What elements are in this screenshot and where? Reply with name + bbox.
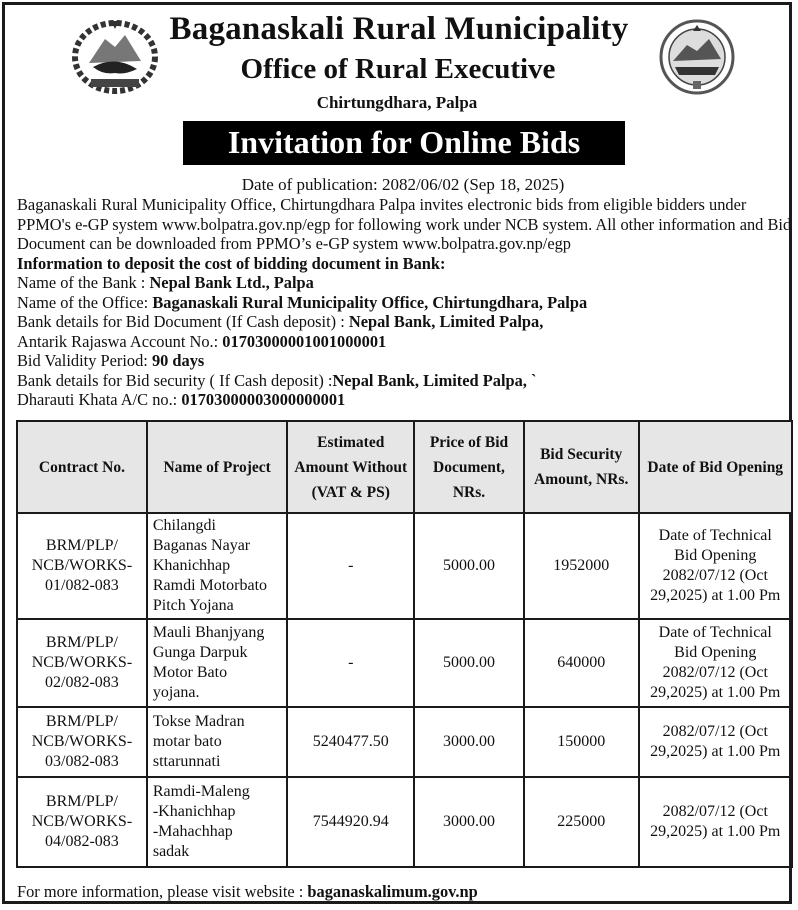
footer-label: For more information, please visit website :	[17, 882, 308, 901]
bid-doc-price-cell: 5000.00	[414, 513, 524, 619]
bid-security-cell: 225000	[524, 777, 639, 867]
opening-date-cell-line: Date of Technical	[658, 624, 772, 641]
project-name-cell-line: Pitch Yojana	[152, 597, 234, 614]
bid-doc-price-cell: 3000.00	[414, 707, 524, 777]
contract-no-cell	[17, 513, 147, 619]
opening-date-cell-line: 29,2025) at 1.00 Pm	[650, 823, 781, 840]
estimated-amount-cell: 7544920.94	[287, 777, 414, 867]
opening-date-cell-line: 2082/07/12 (Oct	[662, 567, 768, 584]
invitation-banner: Invitation for Online Bids	[183, 121, 625, 165]
antarik-account-value: 01703000001001000001	[222, 331, 387, 351]
contract-no-cell	[17, 619, 147, 707]
municipality-title: Baganaskali Rural Municipality	[169, 11, 629, 47]
opening-date-cell-line: 29,2025) at 1.00 Pm	[650, 684, 781, 701]
opening-date-cell-line: 2082/07/12 (Oct	[662, 723, 768, 740]
project-name-cell-line: sttarunnati	[152, 753, 221, 770]
project-name-cell	[147, 513, 288, 619]
header-bid-doc-price: Price of Bid Document, NRs.	[414, 421, 524, 513]
bank-name-line	[17, 273, 795, 293]
project-name-cell-line: motar bato	[152, 733, 222, 750]
header-opening-date: Date of Bid Opening	[639, 421, 793, 513]
opening-date-cell-line: Date of Technical	[658, 527, 772, 544]
opening-date-cell	[639, 619, 793, 707]
project-name-cell	[147, 707, 288, 777]
bid-doc-price-cell: 5000.00	[414, 619, 524, 707]
dharauti-account-line	[17, 390, 795, 410]
table-row	[17, 619, 792, 707]
table-row	[17, 707, 792, 777]
contract-no-cell-line: BRM/PLP/	[45, 537, 118, 554]
project-name-cell-line: Baganas Nayar	[152, 537, 251, 554]
office-name-line	[17, 293, 795, 313]
office-name-value: Baganaskali Rural Municipality Office, Chirtungdhara, Palpa	[152, 292, 588, 312]
bank-name-label: Name of the Bank :	[17, 273, 150, 292]
table-row	[17, 513, 792, 619]
office-location: Chirtungdhara, Palpa	[316, 93, 478, 112]
estimated-amount-cell: -	[287, 619, 414, 707]
bid-security-bank-line	[17, 371, 795, 391]
opening-date-cell-line: 2082/07/12 (Oct	[662, 803, 768, 820]
notice-frame	[2, 2, 792, 904]
contract-no-cell-line: 03/082-083	[45, 753, 119, 770]
header-bid-security: Bid Security Amount, NRs.	[524, 421, 639, 513]
opening-date-cell-line: Bid Opening	[674, 547, 757, 564]
bid-doc-bank-value: Nepal Bank, Limited Palpa,	[348, 312, 544, 331]
opening-date-cell	[639, 707, 793, 777]
project-name-cell-line: Mauli Bhanjyang	[152, 624, 265, 641]
notice-body	[17, 195, 795, 410]
bank-name-value: Nepal Bank Ltd., Palpa	[149, 273, 314, 292]
project-name-cell-line: -Mahachhap	[152, 823, 233, 840]
antarik-account-label: Antarik Rajaswa Account No.:	[17, 331, 223, 351]
header-project-name: Name of Project	[147, 421, 288, 513]
project-name-cell-line: Khanichhap	[152, 557, 231, 574]
antarik-account-line	[17, 332, 795, 352]
project-name-cell-line: Motor Bato	[152, 664, 228, 681]
municipality-seal-icon	[657, 17, 737, 97]
bid-doc-bank-label: Bank details for Bid Document (If Cash deposit) :	[17, 312, 349, 331]
deposit-heading: Information to deposit the cost of bidding document in Bank:	[17, 253, 446, 273]
contract-no-cell	[17, 707, 147, 777]
header-contract-no: Contract No.	[17, 421, 147, 513]
project-name-cell	[147, 777, 288, 867]
contract-no-cell-line: NCB/WORKS-	[31, 733, 133, 750]
project-name-cell-line: Ramdi-Maleng	[152, 783, 250, 800]
dharauti-account-label: Dharauti Khata A/C no.:	[17, 390, 182, 409]
project-name-cell-line: sadak	[152, 843, 190, 860]
contract-no-cell-line: BRM/PLP/	[45, 793, 118, 810]
bid-security-bank-value: Nepal Bank, Limited Palpa, `	[332, 370, 537, 390]
project-name-cell-line: Gunga Darpuk	[152, 644, 248, 661]
project-name-cell-line: yojana.	[152, 684, 200, 701]
contract-no-cell-line: BRM/PLP/	[45, 634, 118, 651]
footer-info	[17, 882, 478, 902]
estimated-amount-cell: 5240477.50	[287, 707, 414, 777]
contract-no-cell-line: NCB/WORKS-	[31, 557, 133, 574]
opening-date-cell-line: 29,2025) at 1.00 Pm	[650, 587, 781, 604]
contract-no-cell-line: 04/082-083	[45, 833, 119, 850]
project-name-cell-line: Ramdi Motorbato	[152, 577, 268, 594]
opening-date-cell	[639, 777, 793, 867]
opening-date-cell-line: 29,2025) at 1.00 Pm	[650, 743, 781, 760]
bid-validity-label: Bid Validity Period:	[17, 351, 152, 370]
project-name-cell-line: -Khanichhap	[152, 803, 236, 820]
intro-paragraph: Baganaskali Rural Municipality Office, Chirtungdhara Palpa invites electronic bids from eligible bidders under PPMO's e-GP system www.bolpatra.gov.np/egp for following work under NCB system. All other information and Bid Document can be downloaded from PPMO’s e-GP system www.bolpatra.gov.np/egp	[17, 195, 792, 253]
bid-security-cell: 150000	[524, 707, 639, 777]
opening-date-cell	[639, 513, 793, 619]
contract-no-cell-line: 01/082-083	[45, 577, 119, 594]
opening-date-cell-line: Bid Opening	[674, 644, 757, 661]
bid-security-bank-label: Bank details for Bid security ( If Cash deposit) :	[17, 370, 333, 390]
contract-no-cell-line: 02/082-083	[45, 674, 119, 691]
office-name-label: Name of the Office:	[17, 292, 153, 312]
table-row	[17, 777, 792, 867]
bid-doc-price-cell: 3000.00	[414, 777, 524, 867]
table-header-row	[17, 421, 792, 513]
contract-no-cell-line: NCB/WORKS-	[31, 813, 133, 830]
project-name-cell-line: Chilangdi	[152, 517, 216, 534]
opening-date-cell-line: 2082/07/12 (Oct	[662, 664, 768, 681]
office-title: Office of Rural Executive	[240, 53, 556, 85]
bid-validity-value: 90 days	[151, 351, 205, 370]
estimated-amount-cell: -	[287, 513, 414, 619]
website-link[interactable]: baganaskalimum.gov.np	[307, 882, 478, 901]
header-estimated-amount: Estimated Amount Without (VAT & PS)	[287, 421, 414, 513]
project-name-cell	[147, 619, 288, 707]
dharauti-account-value: 01703000003000000001	[181, 390, 346, 409]
contract-no-cell-line: NCB/WORKS-	[31, 654, 133, 671]
bid-security-cell: 1952000	[524, 513, 639, 619]
project-name-cell-line: Tokse Madran	[152, 713, 245, 730]
bids-table	[16, 420, 793, 868]
bid-security-cell: 640000	[524, 619, 639, 707]
bid-validity-line	[17, 351, 795, 371]
contract-no-cell	[17, 777, 147, 867]
publication-date: Date of publication: 2082/06/02 (Sep 18, 2025)	[241, 175, 565, 194]
bid-doc-bank-line	[17, 312, 795, 332]
contract-no-cell-line: BRM/PLP/	[45, 713, 118, 730]
